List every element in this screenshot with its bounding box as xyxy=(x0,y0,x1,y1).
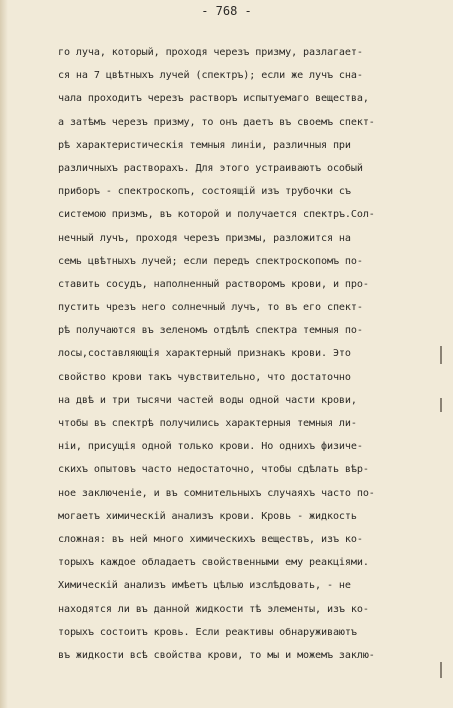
text-line: а затѣмъ черезъ призму, то онъ даетъ въ своемъ спект- xyxy=(58,116,375,128)
text-line: сложная: въ ней много химическихъ веществъ, изъ ко- xyxy=(58,533,363,545)
margin-pencil-mark xyxy=(440,662,442,678)
text-line: чтобы въ спектрѣ получились характерныя темныя ли- xyxy=(58,418,357,429)
text-line: ставить сосудъ, наполненный растворомъ крови, и про- xyxy=(58,278,369,290)
text-line: торыхъ каждое обладаетъ свойственными ему реакціями. xyxy=(58,557,369,569)
body-text xyxy=(58,41,450,667)
text-line: семь цвѣтныхъ лучей; если передъ спектроскопомъ по- xyxy=(58,255,363,267)
text-line: скихъ опытовъ часто недостаточно, чтобы сдѣлать вѣр- xyxy=(58,464,369,476)
text-line: пустить чрезъ него солнечный лучъ, то въ его спект- xyxy=(58,302,363,314)
text-line: находятся ли въ данной жидкости тѣ элементы, изъ ко- xyxy=(58,603,369,615)
text-line: лосы,составляющія характерный признакъ крови. Это xyxy=(58,348,351,360)
text-line: различныхъ растворахъ. Для этого устраиваютъ особый xyxy=(58,162,363,174)
text-line: го луча, который, проходя черезъ призму, разлагает- xyxy=(58,47,363,58)
text-line: на двѣ и три тысячи частей воды одной части крови, xyxy=(58,394,357,406)
text-line: чала проходитъ черезъ растворъ испытуемаго вещества, xyxy=(58,93,369,105)
text-line: рѣ характеристическія темныя линіи, различныя при xyxy=(58,139,351,151)
page-number: - 768 - xyxy=(201,4,252,18)
text-line: Химическій анализъ имѣетъ цѣлью изслѣдовать, - не xyxy=(58,580,351,592)
text-line: рѣ получаются въ зеленомъ отдѣлѣ спектра темныя по- xyxy=(58,325,363,337)
text-line: свойство крови такъ чувствительно, что достаточно xyxy=(58,371,351,383)
text-line: приборъ - спектроскопъ, состоящій изъ трубочки съ xyxy=(58,186,351,198)
text-line: въ жидкости всѣ свойства крови, то мы и можемъ заклю- xyxy=(58,649,375,661)
text-line: системою призмъ, въ которой и получается спектръ.Сол- xyxy=(58,209,375,221)
text-line: ся на 7 цвѣтныхъ лучей (спектръ); если же лучъ сна- xyxy=(58,70,363,82)
margin-pencil-mark xyxy=(440,398,442,412)
text-line: ное заключеніе, и въ сомнительныхъ случаяхъ часто по- xyxy=(58,487,375,499)
text-line: ніи, присущія одной только крови. Но однихъ физиче- xyxy=(58,441,363,453)
margin-pencil-mark xyxy=(440,346,442,364)
page-edge-shadow xyxy=(0,0,8,708)
text-line: торыхъ состоитъ кровь. Если реактивы обнаруживаютъ xyxy=(58,626,357,638)
text-line: нечный лучъ, проходя черезъ призмы, разложится на xyxy=(58,232,351,244)
text-line: могаетъ химическій анализъ крови. Кровь - жидкость xyxy=(58,510,357,522)
